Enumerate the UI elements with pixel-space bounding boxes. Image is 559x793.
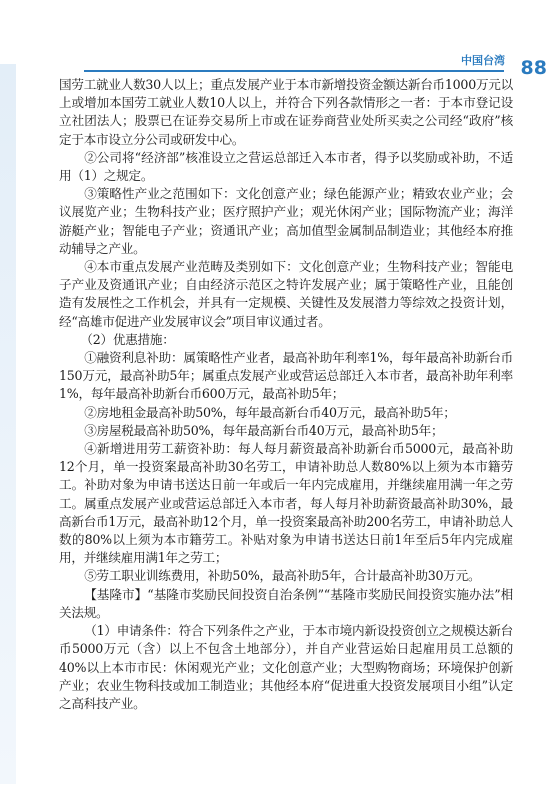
paragraph: ②公司将“经济部”核准设立之营运总部迁入本市者，得予以奖励或补助，不适用（1）之规定。 <box>59 149 513 184</box>
side-decoration-bar <box>0 64 16 784</box>
page-number: 88 <box>520 57 547 79</box>
paragraph: ①融资利息补助：属策略性产业者，最高补助年利率1%，每年最高补助新台币150万元，最高补助5年；属重点发展产业或营运总部迁入本市者，最高补助年利率1%，每年最高补助新台币600万元，最高补助5年； <box>59 350 513 402</box>
body-text <box>59 76 513 713</box>
header-divider <box>84 70 504 72</box>
paragraph: ④本市重点发展产业范畴及类别如下：文化创意产业；生物科技产业；智能电子产业及资通讯产业；自由经济示范区之特许发展产业；属于策略性产业，且能创造有发展性之工作机会，并具有一定规模、关键性及发展潜力等综效之投资计划，经“高雄市促进产业发展审议会”项目审议通过者。 <box>59 259 513 329</box>
section-label: 中国台湾 <box>461 54 505 67</box>
paragraph: ②房地租金最高补助50%，每年最高新台币40万元，最高补助5年； <box>84 404 456 420</box>
paragraph: ⑤劳工职业训练费用，补助50%，最高补助5年，合计最高补助30万元。 <box>84 568 481 584</box>
paragraph: 【基隆市】“基隆市奖励民间投资自治条例”“基隆市奖励民间投资实施办法”相关法规。 <box>59 586 513 620</box>
paragraph: （1）申请条件：符合下列条件之产业，于本市境内新设投资创立之规模达新台币5000万元（含）以上不包含土地部分），并自产业营运始日起雇用员工总额的40%以上本市市民：休闲观光产业；文化创意产业；大型购物商场；环境保护创新产业；农业生物科技或加工制造业；其他经本府“促进重大投资发展项目小组”认定之高科技产业。 <box>59 623 513 711</box>
paragraph: ④新增进用劳工薪资补助：每人每月薪资最高补助新台币5000元，最高补助12个月，单一投资案最高补助30名劳工，申请补助总人数80%以上须为本市籍劳工。补助对象为申请书送达日前一年或后一年内完成雇用，并继续雇用满一年之劳工。属重点发展产业或营运总部迁入本市者，每人每月补助薪资最高补助30%，最高新台币1万元，最高补助12个月，单一投资案最高补助200名劳工，申请补助总人数的80%以上须为本市籍劳工。补贴对象为申请书送达日前1年至后5年内完成雇用，并继续雇用满1年之劳工； <box>59 441 513 566</box>
paragraph: （2）优惠措施： <box>80 331 175 347</box>
paragraph: ③策略性产业之范围如下：文化创意产业；绿色能源产业；精致农业产业；会议展览产业；生物科技产业；医疗照护产业；观光休闲产业；国际物流产业；海洋游艇产业；智能电子产业；资通讯产业；高加值型金属制品制造业；其他经本府推动辅导之产业。 <box>59 186 513 256</box>
paragraph: ③房屋税最高补助50%，每年最高新台币40万元，最高补助5年； <box>84 422 444 438</box>
paragraph: 国劳工就业人数30人以上；重点发展产业于本市新增投资金额达新台币1000万元以上或增加本国劳工就业人数10人以上，并符合下列各款情形之一者：于本市登记设立社团法人；股票已在证券交易所上市或在证券商营业处所买卖之公司经“政府”核定于本市设立分公司或研发中心。 <box>59 77 513 147</box>
